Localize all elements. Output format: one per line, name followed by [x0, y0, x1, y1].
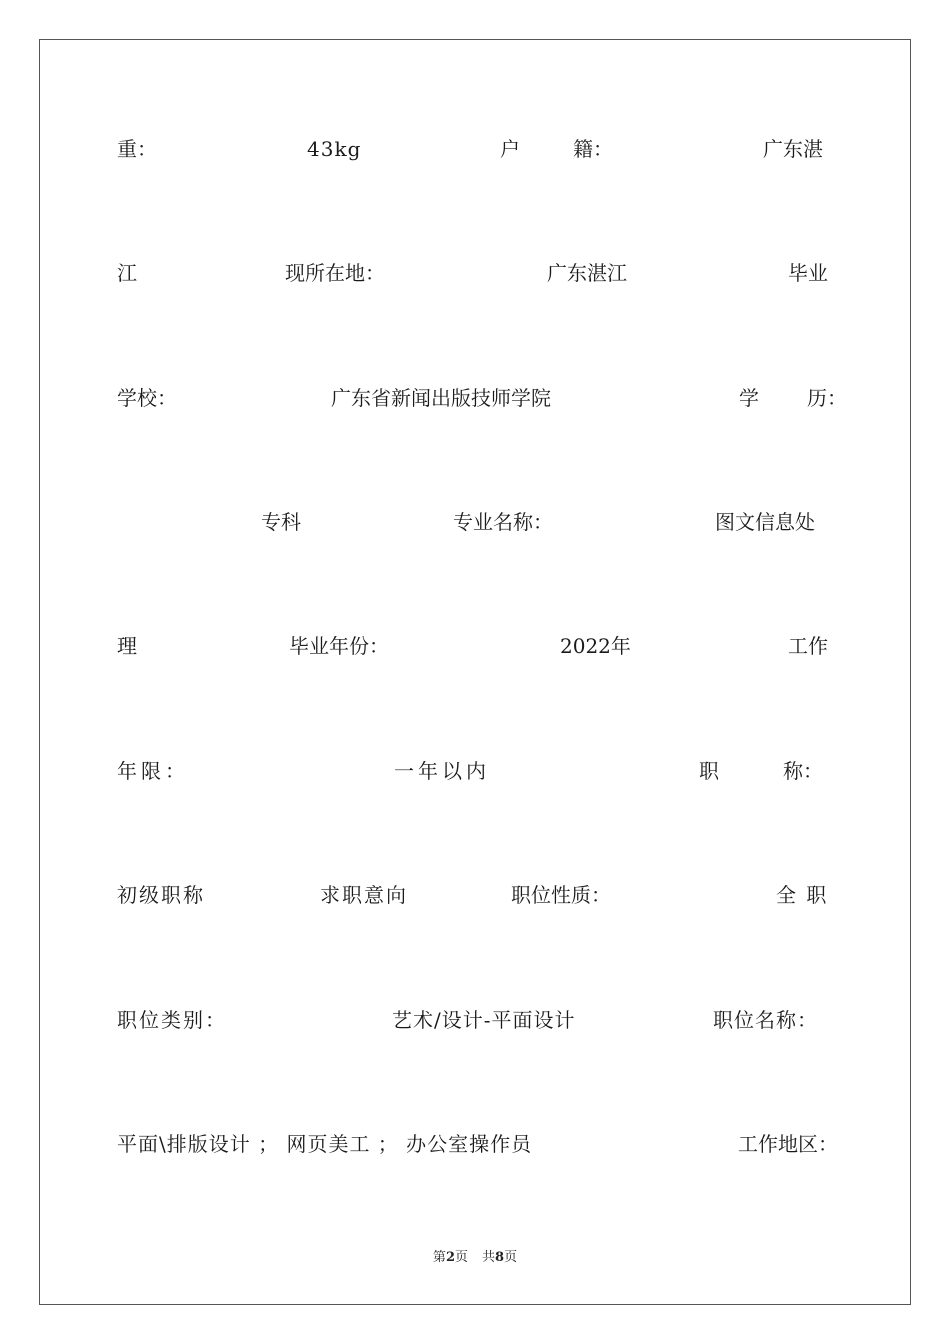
text-line-9 [117, 1129, 838, 1159]
footer-total-number: 8 [495, 1250, 505, 1265]
value-major-part1: 图文信息处 [715, 510, 815, 534]
text-line-8 [117, 1005, 833, 1035]
label-job-name: 职位名称： [713, 1008, 818, 1032]
label-education-part1: 学 [739, 386, 759, 410]
label-work-years-part2: 年限： [117, 759, 189, 783]
value-current-location: 广东湛江 [547, 261, 627, 285]
label-current-location: 现所在地： [285, 261, 385, 285]
section-job-intention: 求职意向 [320, 883, 408, 907]
value-major-part2: 理 [117, 634, 137, 658]
value-school: 广东省新闻出版技师学院 [331, 386, 551, 410]
label-school-part1: 毕业 [788, 261, 828, 285]
footer-total-prefix: 共 [482, 1250, 496, 1265]
value-job-nature: 全 职 [776, 883, 829, 907]
label-weight: 重： [117, 137, 157, 161]
value-work-years: 一年以内 [394, 759, 490, 783]
value-graduation-year: 2022年 [560, 634, 631, 658]
value-education: 专科 [261, 510, 301, 534]
label-job-nature: 职位性质： [511, 883, 611, 907]
label-title-part1: 职 [699, 759, 719, 783]
text-line-6 [117, 756, 833, 786]
text-line-3 [117, 383, 847, 413]
text-line-7 [117, 880, 833, 910]
footer-page-unit: 页 [454, 1250, 468, 1265]
value-job-category: 艺术/设计-平面设计 [392, 1008, 576, 1032]
value-hukou-part2: 江 [117, 261, 137, 285]
text-line-5 [117, 631, 833, 661]
label-education-part2: 历： [807, 386, 847, 410]
label-work-years-part1: 工作 [788, 634, 828, 658]
footer-prefix: 第 [432, 1250, 446, 1265]
text-line-2 [117, 258, 833, 288]
label-job-category: 职位类别： [117, 1008, 227, 1032]
value-weight: 43kg [307, 137, 362, 161]
label-school-part2: 学校： [117, 386, 177, 410]
page-frame [39, 39, 911, 1305]
label-hukou-part1: 户 [500, 137, 520, 161]
footer-page-number: 2 [445, 1250, 455, 1265]
text-line-4 [117, 507, 833, 537]
value-job-name: 平面\排版设计 ； 网页美工 ； 办公室操作员 [117, 1132, 533, 1156]
label-work-area: 工作地区： [738, 1132, 838, 1156]
text-line-1 [117, 134, 833, 164]
footer-total-unit: 页 [504, 1250, 518, 1265]
label-major: 专业名称： [453, 510, 553, 534]
label-hukou-part2: 籍： [573, 137, 613, 161]
label-title-part2: 称： [783, 759, 823, 783]
page-footer [0, 1246, 950, 1265]
value-title: 初级职称 [117, 883, 205, 907]
label-graduation-year: 毕业年份： [289, 634, 389, 658]
value-hukou-part1: 广东湛 [763, 137, 823, 161]
